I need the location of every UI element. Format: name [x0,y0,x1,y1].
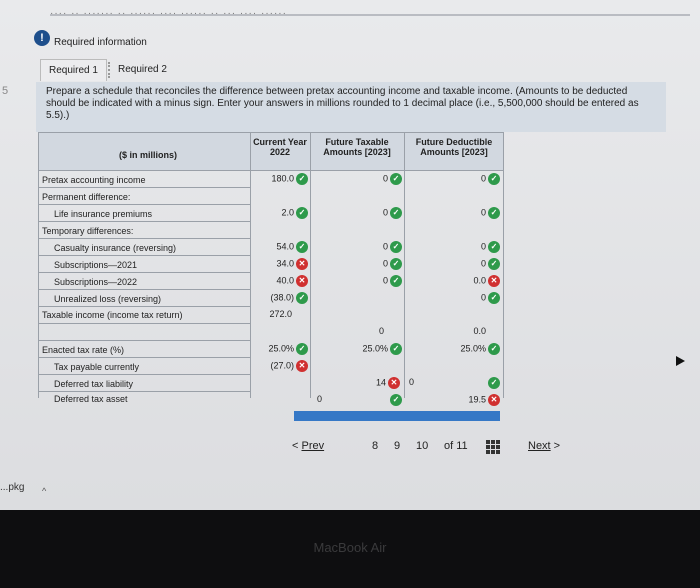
row-line [38,306,250,307]
row-line [38,323,250,324]
label-tax-rate: Enacted tax rate (%) [42,345,125,355]
required-information-heading: Required information [54,37,147,48]
cell-taxable-total: 0 [378,326,384,336]
cell-current-pretax[interactable]: 180.0 ✓ [252,173,308,185]
cell-current-sub2021[interactable]: 34.0 ✕ [252,258,308,270]
cell-deductible-unrealized[interactable]: 0 ✓ [406,292,500,304]
check-icon: ✓ [296,241,308,253]
cross-icon: ✕ [296,360,308,372]
row-line [38,391,250,392]
cell-current-unrealized[interactable]: (38.0) ✓ [252,292,308,304]
row-line [38,289,250,290]
page-10[interactable]: 10 [416,440,429,452]
cell-deductible-sub2021[interactable]: 0 ✓ [406,258,500,270]
cell-current-dta[interactable]: 0 [316,394,322,404]
label-permanent: Permanent difference: [42,192,131,202]
cutoff-header-text: ···· ·· ······· ·· ······ ···· ······ ·· ··· ···· ······ [50,8,287,19]
check-icon: ✓ [488,258,500,270]
check-icon: ✓ [488,377,500,389]
margin-number: 5 [2,85,9,97]
cell-current-casualty[interactable]: 54.0 ✓ [252,241,308,253]
cell-deductible-pretax[interactable]: 0 ✓ [406,173,500,185]
table-top-border [38,132,504,133]
cell-current-life[interactable]: 2.0 ✓ [252,207,308,219]
cell-taxable-dtl[interactable]: 14 ✕ [312,377,400,389]
label-pretax: Pretax accounting income [42,175,146,185]
download-file[interactable]: ...pkg [0,482,25,493]
info-icon: ! [34,30,50,46]
cell-deductible-total: 0.0 [473,326,486,336]
table-right-border [503,132,504,398]
label-casualty: Casualty insurance (reversing) [54,243,177,253]
laptop-brand: MacBook Air [313,540,387,555]
label-taxable-income: Taxable income (income tax return) [42,310,183,320]
label-life-insurance: Life insurance premiums [54,209,153,219]
header-future-taxable: Future Taxable Amounts [2023] [323,137,391,157]
check-icon: ✓ [390,173,402,185]
page-9[interactable]: 9 [394,440,401,452]
cell-taxable-rate[interactable]: 25.0% ✓ [312,343,402,355]
header-future-deductible: Future Deductible Amounts [2023] [415,137,493,157]
page-8[interactable]: 8 [372,440,379,452]
cell-taxable-pretax[interactable]: 0 ✓ [312,173,402,185]
cell-taxable-sub2021[interactable]: 0 ✓ [312,258,402,270]
header-label-col: ($ in millions) [118,150,177,160]
check-icon: ✓ [390,207,402,219]
row-line [38,374,250,375]
cell-deductible-rate[interactable]: 25.0% ✓ [406,343,500,355]
check-icon: ✓ [390,241,402,253]
check-icon: ✓ [488,241,500,253]
header-bottom-border [38,170,504,171]
check-icon: ✓ [488,173,500,185]
next-button[interactable]: Next > [528,440,561,452]
cell-deductible-dta[interactable]: 19.5 ✕ [406,394,500,406]
label-deferred-tax-liability: Deferred tax liability [54,379,134,389]
row-line [38,255,250,256]
cell-deductible-sub2022[interactable]: 0.0 ✕ [406,275,500,287]
header-current-year: Current Year 2022 [253,137,307,157]
cross-icon: ✕ [296,275,308,287]
mouse-cursor-icon [676,356,685,366]
chevron-up-icon[interactable]: ^ [42,486,47,496]
label-temporary: Temporary differences: [42,226,134,236]
cell-current-taxable-income: 272.0 [269,309,292,319]
cross-icon: ✕ [488,394,500,406]
cross-icon: ✕ [388,377,400,389]
label-subscriptions-2021: Subscriptions—2021 [54,260,138,270]
cell-taxable-dta-status [312,394,402,406]
col-divider [250,132,251,398]
row-line [38,238,250,239]
reconciliation-table [38,132,504,408]
row-line [38,340,250,341]
cell-current-sub2022[interactable]: 40.0 ✕ [252,275,308,287]
table-left-border [38,132,39,398]
progress-bar [294,411,500,421]
check-icon: ✓ [390,275,402,287]
cell-deductible-life[interactable]: 0 ✓ [406,207,500,219]
tab-required-2[interactable]: Required 2 [118,64,167,75]
check-icon: ✓ [390,394,402,406]
check-icon: ✓ [488,343,500,355]
row-line [38,221,250,222]
cell-taxable-sub2022[interactable]: 0 ✓ [312,275,402,287]
cell-current-payable[interactable]: (27.0) ✕ [252,360,308,372]
check-icon: ✓ [296,173,308,185]
label-subscriptions-2022: Subscriptions—2022 [54,277,138,287]
prev-button[interactable]: < Prev [292,440,325,452]
cell-dtl-extra[interactable]: 0 [408,377,414,387]
cross-icon: ✕ [488,275,500,287]
col-divider [404,132,405,398]
page-count: of 11 [444,440,468,452]
check-icon: ✓ [390,258,402,270]
check-icon: ✓ [296,207,308,219]
check-icon: ✓ [488,292,500,304]
check-icon: ✓ [488,207,500,219]
label-unrealized-loss: Unrealized loss (reversing) [54,294,162,304]
row-line [38,204,250,205]
instruction-text: Prepare a schedule that reconciles the difference between pretax accounting income and taxable income. (Amounts to be deducted should be indicated with a minus sign. Enter your answers in millions rounded to 1 decimal place (i.e., 5,500,000 should be entered as 5.5).) [36,82,666,132]
cell-taxable-life[interactable]: 0 ✓ [312,207,402,219]
row-line [38,357,250,358]
row-line [38,272,250,273]
cross-icon: ✕ [296,258,308,270]
label-tax-payable: Tax payable currently [54,362,140,372]
check-icon: ✓ [296,343,308,355]
check-icon: ✓ [296,292,308,304]
row-line [38,187,250,188]
tab-required-1[interactable]: Required 1 [40,59,107,81]
cell-current-rate[interactable]: 25.0% ✓ [252,343,308,355]
cell-taxable-casualty[interactable]: 0 ✓ [312,241,402,253]
label-deferred-tax-asset: Deferred tax asset [54,394,128,404]
cell-deductible-casualty[interactable]: 0 ✓ [406,241,500,253]
check-icon: ✓ [390,343,402,355]
col-divider [310,132,311,398]
cell-deductible-dtl-status [406,377,500,389]
grid-view-icon[interactable] [486,440,500,454]
